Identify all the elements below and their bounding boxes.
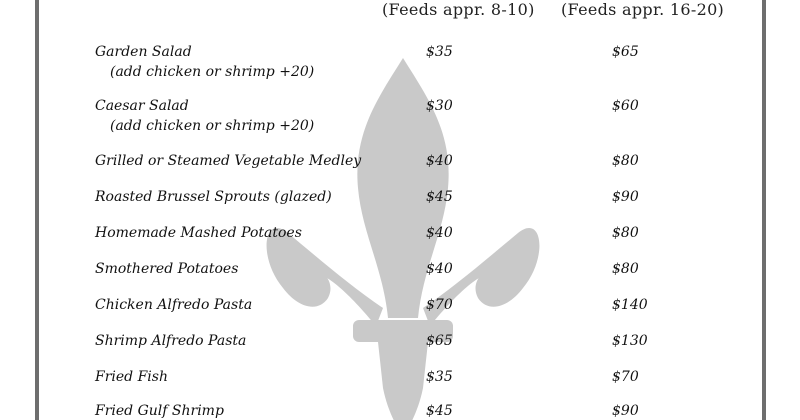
- menu-item-note: (add chicken or shrimp +20): [110, 118, 315, 134]
- menu-item-price-large: $90: [612, 189, 639, 205]
- menu-item-name: Grilled or Steamed Vegetable Medley: [95, 153, 362, 169]
- menu-item-price-small: $40: [426, 225, 453, 241]
- menu-item-name: Homemade Mashed Potatoes: [95, 225, 302, 241]
- menu-item-name: Chicken Alfredo Pasta: [95, 297, 253, 313]
- menu-item-note: (add chicken or shrimp +20): [110, 64, 315, 80]
- menu-item-name: Fried Fish: [95, 369, 168, 385]
- menu-item-price-small: $30: [426, 98, 453, 114]
- menu-item-price-small: $65: [426, 333, 453, 349]
- menu-item-name: Shrimp Alfredo Pasta: [95, 333, 247, 349]
- menu-item-price-large: $70: [612, 369, 639, 385]
- column-header-large-tray: (Feeds appr. 16-20): [561, 0, 725, 19]
- menu-item-price-small: $45: [426, 403, 453, 419]
- menu-item-price-small: $40: [426, 153, 453, 169]
- menu-item-price-large: $80: [612, 261, 639, 277]
- menu-item-name: Fried Gulf Shrimp: [95, 403, 224, 419]
- menu-item-name: Smothered Potatoes: [95, 261, 239, 277]
- menu-item-name: Caesar Salad: [95, 98, 189, 114]
- menu-item-name: Roasted Brussel Sprouts (glazed): [95, 189, 332, 205]
- menu-item-price-large: $130: [612, 333, 648, 349]
- menu-item-price-large: $90: [612, 403, 639, 419]
- menu-item-price-small: $35: [426, 369, 453, 385]
- menu-item-price-small: $70: [426, 297, 453, 313]
- menu-item-price-large: $80: [612, 225, 639, 241]
- menu-item-price-small: $40: [426, 261, 453, 277]
- menu-item-name: Garden Salad: [95, 44, 192, 60]
- menu-item-price-large: $80: [612, 153, 639, 169]
- page-border-right: [762, 0, 766, 420]
- menu-item-price-large: $140: [612, 297, 648, 313]
- menu-item-price-small: $35: [426, 44, 453, 60]
- menu-item-price-small: $45: [426, 189, 453, 205]
- page-border-left: [35, 0, 39, 420]
- menu-item-price-large: $60: [612, 98, 639, 114]
- column-header-small-tray: (Feeds appr. 8-10): [382, 0, 535, 19]
- menu-item-price-large: $65: [612, 44, 639, 60]
